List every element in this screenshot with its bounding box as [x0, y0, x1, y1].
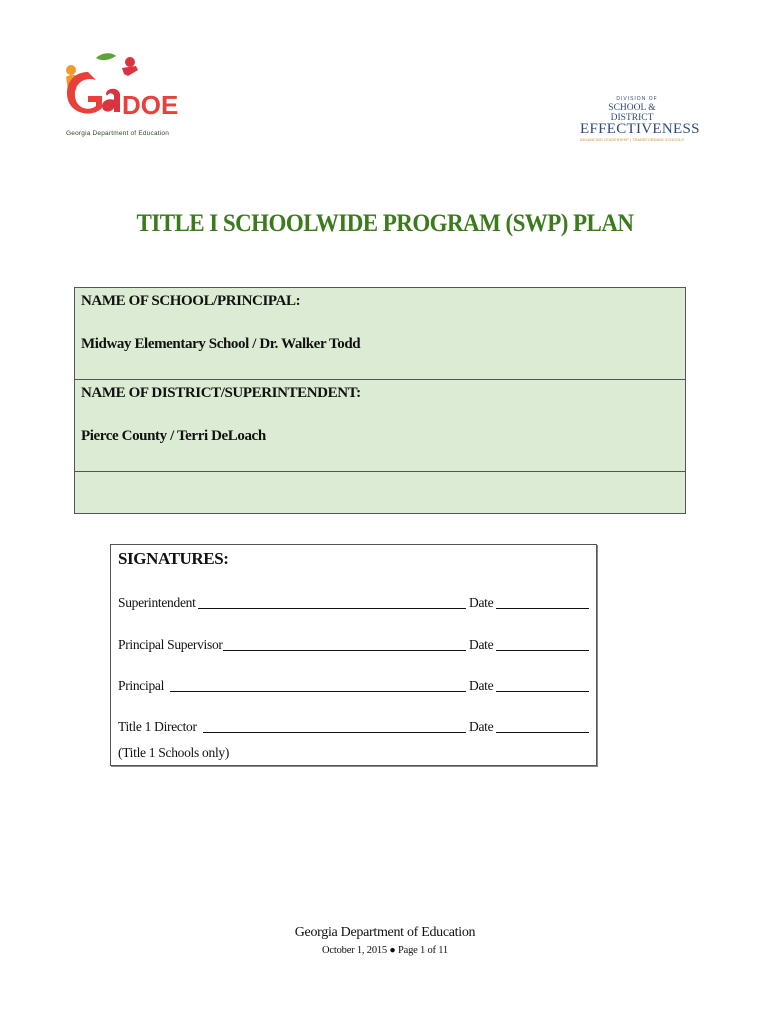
division-line-3: EFFECTIVENESS	[580, 121, 700, 137]
title1-director-signature-line	[118, 717, 590, 735]
principal-label: Principal	[118, 678, 165, 693]
footer-date-page: October 1, 2015 ● Page 1 of 11	[322, 945, 448, 956]
gadoe-subtitle: Georgia Department of Education	[66, 130, 170, 137]
principal-signature-field[interactable]	[170, 691, 466, 692]
apple-children-icon	[58, 50, 179, 130]
gadoe-letters: DOE	[122, 90, 179, 120]
school-label: NAME OF SCHOOL/PRINCIPAL:	[81, 293, 301, 309]
district-row	[75, 380, 685, 472]
principal-supervisor-signature-line	[118, 635, 590, 653]
division-line-1: DIVISION OF	[616, 96, 658, 102]
title1-director-label: Title 1 Director	[118, 719, 197, 734]
superintendent-label: Superintendent	[118, 595, 196, 610]
title1-director-date-field[interactable]	[496, 732, 589, 733]
principal-supervisor-date-label: Date	[469, 637, 494, 652]
principal-date-field[interactable]	[496, 691, 589, 692]
title1-director-signature-field[interactable]	[203, 732, 466, 733]
superintendent-date-label: Date	[469, 595, 494, 610]
school-row	[75, 288, 685, 380]
school-value: Midway Elementary School / Dr. Walker Todd	[81, 336, 361, 352]
signatures-box	[110, 544, 597, 766]
district-value: Pierce County / Terri DeLoach	[81, 428, 266, 444]
gadoe-logo	[58, 50, 179, 140]
signatures-heading: SIGNATURES:	[118, 549, 229, 568]
district-label: NAME OF DISTRICT/SUPERINTENDENT:	[81, 385, 361, 401]
page-title: TITLE I SCHOOLWIDE PROGRAM (SWP) PLAN	[136, 210, 634, 237]
principal-signature-line	[118, 676, 590, 694]
title1-director-date-label: Date	[469, 719, 494, 734]
principal-supervisor-signature-field[interactable]	[223, 650, 466, 651]
division-line-2: SCHOOL & DISTRICT	[608, 103, 656, 123]
footer-organization: Georgia Department of Education	[294, 925, 476, 940]
superintendent-signature-line	[118, 593, 590, 611]
title1-schools-note: (Title 1 Schools only)	[118, 745, 230, 760]
division-logo	[580, 96, 700, 142]
division-line-4: ADVANCING LEADERSHIP | TRANSFORMING SCHOOLS	[580, 138, 684, 142]
principal-date-label: Date	[469, 678, 494, 693]
principal-supervisor-label: Principal Supervisor	[118, 637, 223, 652]
superintendent-signature-field[interactable]	[198, 608, 466, 609]
principal-supervisor-date-field[interactable]	[496, 650, 589, 651]
superintendent-date-field[interactable]	[496, 608, 589, 609]
school-info-table	[74, 287, 686, 514]
empty-row	[75, 472, 685, 513]
